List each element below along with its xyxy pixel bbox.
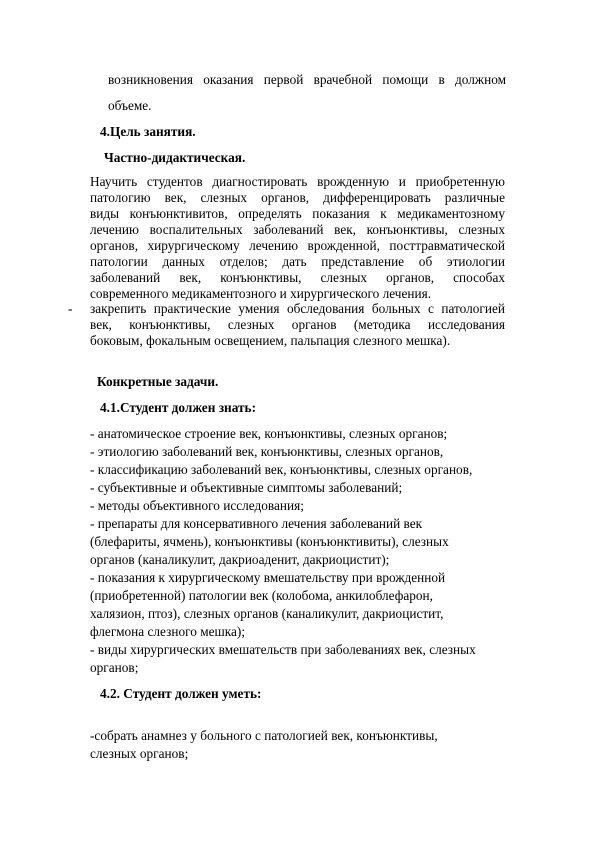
paragraph-line: современного медикаментозного и хирургического лечения.: [90, 286, 432, 301]
can-line: слезных органов;: [90, 746, 189, 761]
bullet-line: закрепить практические умения обследования больных с патологией: [90, 301, 505, 316]
know-line: - показания к хирургическому вмешательству при врожденной: [90, 570, 446, 585]
know-line: (приобретенной) патологии век (колобома, анкилоблефарон,: [90, 588, 433, 603]
know-line: (блефариты, ячмень), конъюнктивы (конъюнктивиты), слезных: [90, 534, 449, 549]
know-line: - классификацию заболеваний век, конъюнктивы, слезных органов,: [90, 462, 473, 477]
know-line: - методы объективного исследования;: [90, 498, 304, 513]
paragraph-line: виды конъюнктивитов, определять показания к медикаментозному: [90, 206, 505, 221]
know-line: - этиологию заболеваний век, конъюнктивы, слезных органов,: [90, 444, 444, 459]
intro-line-2: объеме.: [108, 98, 152, 113]
bullet-line: боковым, фокальным освещением, пальпация слезного мешка).: [90, 333, 451, 348]
paragraph-line: заболеваний век, конъюнктивы, слезных органов, способах: [90, 270, 505, 285]
know-line: - анатомическое строение век, конъюнктивы, слезных органов;: [90, 426, 448, 441]
section-subtitle: Частно-дидактическая.: [104, 150, 246, 165]
paragraph-line: органов, хирургическому лечению врожденной, посттравматической: [90, 238, 505, 253]
paragraph-line: патологию век, слезных органов, дифференцировать различные: [90, 190, 505, 205]
can-line: -собрать анамнез у больного с патологией век, конъюнктивы,: [90, 728, 438, 743]
section-title: 4.Цель занятия.: [100, 124, 196, 139]
can-title: 4.2. Студент должен уметь:: [100, 686, 262, 701]
know-line: - виды хирургических вмешательств при заболеваниях век, слезных: [90, 642, 476, 657]
tasks-title: Конкретные задачи.: [97, 374, 219, 389]
know-line: органов (каналикулит, дакриоаденит, дакриоцистит);: [90, 552, 390, 567]
know-line: - препараты для консервативного лечения заболеваний век: [90, 516, 423, 531]
know-title: 4.1.Студент должен знать:: [100, 400, 256, 415]
paragraph-line: лечению воспалительных заболеваний век, конъюнктивы, слезных: [90, 222, 505, 237]
bullet-line: век, конъюнктивы, слезных органов (методика исследования: [90, 317, 505, 332]
paragraph-line: патологии данных отделов; дать представление об этиологии: [90, 254, 505, 269]
know-line: органов;: [90, 660, 139, 675]
paragraph-line: Научить студентов диагностировать врожденную и приобретенную: [90, 174, 505, 189]
know-line: флегмона слезного мешка);: [90, 624, 246, 639]
intro-line-1: возникновения оказания первой врачебной помощи в должном: [108, 72, 506, 87]
bullet-dash: -: [68, 301, 73, 316]
know-line: халязион, птоз), слезных органов (каналикулит, дакриоцистит,: [90, 606, 444, 621]
know-line: - субъективные и объективные симптомы заболеваний;: [90, 480, 403, 495]
